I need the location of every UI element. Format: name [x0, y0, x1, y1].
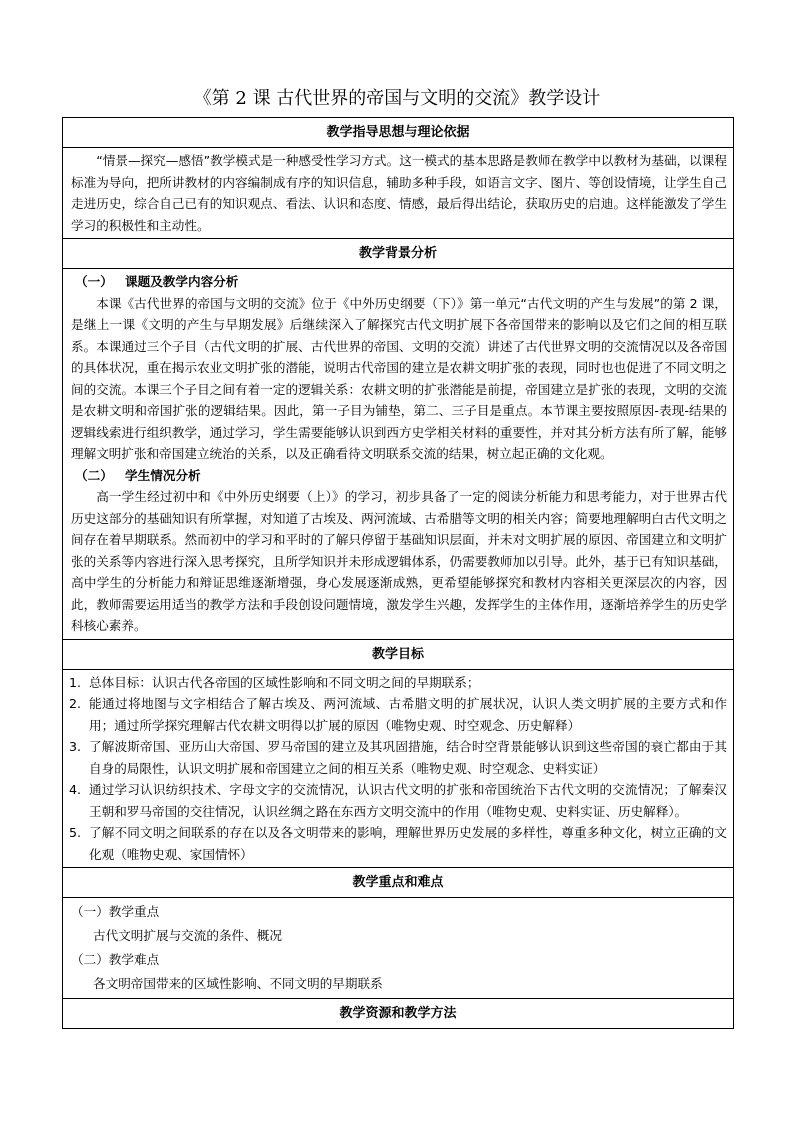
objectives-list	[71, 672, 727, 866]
difficulties-text: 各文明帝国带来的区域性影响、不同文明的早期联系	[93, 976, 383, 991]
section-header-resources-methods: 教学资源和教学方法	[63, 999, 733, 1029]
student-analysis-text: 高一学生经过初中和《中外历史纲要（上）》的学习，初步具备了一定的阅读分析能力和思考能力，对于世界古代历史这部分的基础知识有所掌握，对知道了古埃及、两河流域、古希腊等文明的相关内容；简要地理解明白古代文明之间存在着早期联系。然而初中的学习和平时的了解只停留于基础知识层面，并未对文明扩展的原因、帝国建立和文明扩张的关系等内容进行深入思考探究，且所学知识并未形成逻辑体系，仍需要教师加以引导。此外，基于已有知识基础，高中学生的分析能力和辩证思维逐渐增强，身心发展逐渐成熟，更希望能够探究和教材内容相关更深层次的内容，因此，教师需要运用适当的教学方法和手段创设问题情境，激发学生兴趣，发挥学生的主体作用，逐渐培养学生的历史学科核心素养。	[71, 489, 727, 633]
objective-item: 5. 了解不同文明之间联系的存在以及各文明带来的影响，理解世界历史发展的多样性，尊重多种文化，树立正确的文化观（唯物史观、家国情怀）	[69, 825, 727, 862]
guiding-ideas-text: “情景—探究—感悟”教学模式是一种感受性学习方式。这一模式的基本思路是教师在教学中以教材为基础，以课程标准为导向，把所讲教材的内容编制成有序的知识信息，辅助多种手段，如语言文字、图片、等创设情境，让学生自己走进历史，综合自己已有的知识观点、看法、认识和态度、情感，最后得出结论，获取历史的启迪。这样能激发了学生学习的积极性和主动性。	[71, 153, 727, 233]
section-header-guiding-ideas: 教学指导思想与理论依据	[63, 118, 733, 148]
section-header-key-points: 教学重点和难点	[63, 868, 733, 898]
objective-item: 4. 通过学习认识纺织技术、字母文字的交流情况，认识古代文明的扩张和帝国统治下古代文明的交流情况；了解秦汉王朝和罗马帝国的交往情况，认识丝绸之路在东西方文明交流中的作用（唯物史观、史料实证、历史解释）。	[69, 782, 727, 819]
section-header-background: 教学背景分析	[63, 239, 733, 269]
key-points-label: （一）教学重点	[71, 904, 160, 919]
guiding-ideas-cell	[63, 148, 733, 239]
objective-item: 3. 了解波斯帝国、亚历山大帝国、罗马帝国的建立及其巩固措施，结合时空背景能够认识到这些帝国的衰亡都由于其自身的局限性，认识文明扩展和帝国建立之间的相互关系（唯物史观、时空观念、史料实证）	[69, 739, 727, 776]
objectives-cell	[63, 670, 733, 869]
key-points-text: 古代文明扩展与交流的条件、概况	[93, 928, 282, 943]
objective-item: 1. 总体目标：认识古代各帝国的区域性影响和不同文明之间的早期联系；	[69, 674, 480, 690]
subsection-title-student-analysis: （二） 学生情况分析	[75, 467, 201, 483]
difficulties-label: （二）教学难点	[71, 952, 160, 967]
background-cell	[63, 269, 733, 640]
section-header-objectives: 教学目标	[63, 640, 733, 670]
page-title: 《第 2 课 古代世界的帝国与文明的交流》教学设计	[193, 88, 601, 109]
subsection-title-content-analysis: （一） 课题及教学内容分析	[75, 274, 239, 289]
content-analysis-text: 本课《古代世界的帝国与文明的交流》位于《中外历史纲要（下）》第一单元“古代文明的产生与发展”的第 2 课，是继上一课《文明的产生与早期发展》后继续深入了解探究古代文明扩展下各帝国带来的影响以及它们之间的相互联系。本课通过三个子目（古代文明的扩展、古代世界的帝国、文明的交流）讲述了古代世界文明的交流情况以及各帝国的具体状况，重在揭示农业文明扩张的潜能，说明古代帝国的建立是农耕文明扩张的表现，同时也也促进了不同文明之间的交流。本课三个子目之间有着一定的逻辑关系：农耕文明的扩张潜能是前提，帝国建立是扩张的表现，文明的交流是农耕文明和帝国扩张的逻辑结果。因此，第一子目为铺垫，第二、三子目是重点。本节课主要按照原因-表现-结果的逻辑线索进行组织教学，通过学习，学生需要能够认识到西方史学相关材料的重要性，并对其分析方法有所了解，能够理解文明扩张和帝国建立统治的关系，以及正确看待文明联系交流的结果，树立起正确的文化观。	[71, 295, 727, 461]
key-points-cell	[63, 898, 733, 999]
lesson-plan-table	[62, 117, 734, 1029]
objective-item: 2. 能通过将地图与文字相结合了解古埃及、两河流域、古希腊文明的扩展状况，认识人类文明扩展的主要方式和作用；通过所学探究理解古代农耕文明得以扩展的原因（唯物史观、时空观念、历史解释）	[69, 696, 727, 733]
